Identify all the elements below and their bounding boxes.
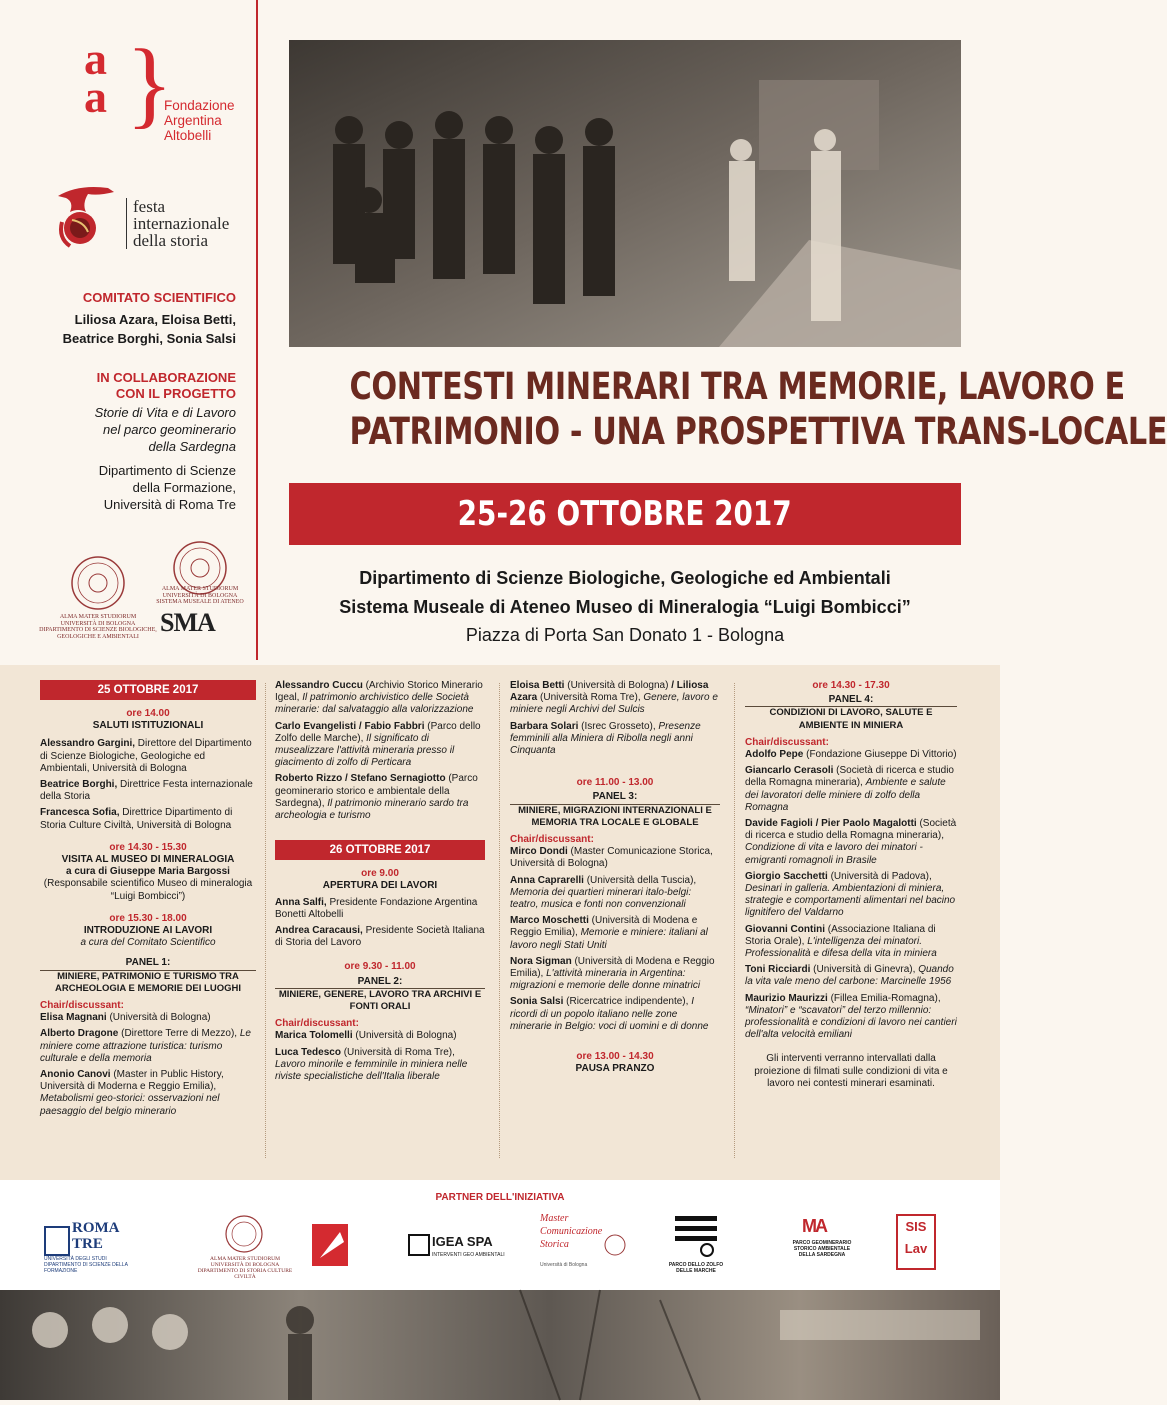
speaker-entry: Maurizio Maurizzi (Fillea Emilia-Romagna), “Minatori” e “scavatori” del terzo millennio: professionalità e condizioni di lavoro nei cantieri dell'alta velocità emiliani (745, 992, 957, 1041)
panel-title: MINIERE, GENERE, LAVORO TRA ARCHIVI E FONTI ORALI (278, 988, 482, 1013)
sma-logo: SMA (160, 608, 215, 637)
day-header: 26 OTTOBRE 2017 (275, 840, 485, 860)
session-curator: a cura di Giuseppe Maria Bargossi (66, 866, 230, 878)
session-curator: a cura del Comitato Scientifico (80, 937, 216, 949)
panel-title: MINIERE, MIGRAZIONI INTERNAZIONALI E MEMORIA TRA LOCALE E GLOBALE (518, 804, 712, 828)
chair-entry: Marica Tolomelli (Università di Bologna) (275, 1030, 457, 1042)
partners-title: PARTNER DELL'INIZIATIVA (435, 1192, 565, 1203)
session-time: ore 14.30 - 17.30 (812, 680, 890, 691)
program-column-2 (275, 680, 485, 1087)
left-column (0, 0, 258, 660)
main-title: CONTESTI MINERARI TRA MEMORIE, LAVORO E PATRIMONIO - UNA PROSPETTIVA TRANS-LOCALE (349, 365, 1167, 453)
historic-photos-image (0, 1290, 1000, 1400)
session-title: INTRODUZIONE AI LAVORI (83, 925, 213, 937)
panel-label: PANEL 1: (40, 957, 256, 970)
session-note: (Responsabile scientifico Museo di mineralogia “Luigi Bombicci”) (43, 878, 253, 902)
festa-dragon-icon (48, 182, 118, 252)
speaker-entry: Beatrice Borghi, Direttrice Festa internazionale della Storia (40, 779, 253, 803)
session-time: ore 11.00 - 13.00 (576, 777, 654, 789)
speaker-entry: Anna Salfi, Presidente Fondazione Argentina Bonetti Altobelli (275, 896, 478, 920)
unibo-storia-logo: ALMA MATER STUDIORUM UNIVERSITÀ DI BOLOGNA DIPARTIMENTO DI STORIA CULTURE CIVILTÀ (190, 1212, 300, 1278)
closing-note: Gli interventi verranno intervallati dalla proiezione di filmati sulle condizioni di vita e lavoro nei contesti minerari esaminati. (754, 1053, 948, 1089)
speaker-entry: Alessandro Gargini, Direttore del Dipartimento di Scienze Biologiche, Geologiche ed Ambientali, Università di Bologna (40, 738, 252, 774)
chair-entry: Mirco Dondi (Master Comunicazione Storica, Università di Bologna) (510, 846, 713, 870)
seal1-caption: ALMA MATER STUDIORUM UNIVERSITÀ DI BOLOGNA DIPARTIMENTO DI SCIENZE BIOLOGICHE, GEOLOGICHE E AMBIENTALI (39, 614, 157, 640)
bottom-photo-strip (0, 1290, 1000, 1400)
day-header: 25 OTTOBRE 2017 (40, 680, 256, 700)
speaker-entry: Roberto Rizzo / Stefano Sernagiotto (Parco geominerario storico e ambientale della Sardegna), Il patrimonio minerario sardo tra archeologia e turismo (275, 773, 478, 822)
partners-section (0, 1180, 1000, 1290)
chair-label: Chair/discussant: (510, 834, 594, 846)
parco-zolfo-logo: PARCO DELLO ZOLFO DELLE MARCHE (666, 1212, 726, 1278)
program-column-3 (510, 680, 720, 1075)
comitato-names: Liliosa Azara, Eloisa Betti, Beatrice Borghi, Sonia Salsi (62, 312, 236, 346)
parco-sardegna-logo: MA PARCO GEOMINERARIO STORICO AMBIENTALE DELLA SARDEGNA (792, 1216, 852, 1258)
session-time: ore 14.00 (126, 708, 170, 719)
roma-tre-mark-icon (44, 1226, 70, 1256)
session-title: APERTURA DEI LAVORI (322, 880, 438, 892)
chair-label: Chair/discussant: (745, 736, 829, 748)
column-divider (734, 683, 736, 1158)
chair-label: Chair/discussant: (40, 1000, 124, 1012)
unibo-seal-icon (224, 1214, 264, 1254)
roma-tre-logo: ROMA TRE UNIVERSITÀ DEGLI STUDI DIPARTIMENTO DI SCIENZE DELLA FORMAZIONE (44, 1220, 128, 1274)
speaker-entry: Francesca Sofia, Direttrice Dipartimento di Storia Culture Civiltà, Università di Bologna (40, 807, 233, 831)
program-section (0, 665, 1000, 1180)
speaker-entry: Eloisa Betti (Università di Bologna) / Liliosa Azara (Università Roma Tre), Genere, lavoro e miniere negli Archivi del Sulcis (510, 680, 718, 716)
speaker-entry: Anna Caprarelli (Università della Tuscia), Memoria dei quartieri minerari italo-belgi: teatro, musica e fonti non convenzionali (510, 874, 697, 911)
chair-label: Chair/discussant: (275, 1018, 359, 1030)
miners-photo (289, 40, 961, 347)
program-column-1 (40, 680, 256, 1122)
speaker-entry: Anonio Canovi (Master in Public History, Università di Moderna e Reggio Emilia), Metabolismi geo-storici: osservazioni nel paesaggio del belgio minerario (40, 1069, 224, 1117)
parco-zolfo-icon (671, 1212, 721, 1258)
igea-logo: IGEA SPA INTERVENTI GEO AMBIENTALI (408, 1212, 508, 1278)
session-time: ore 9.30 - 11.00 (344, 961, 416, 973)
speaker-entry: Nora Sigman (Università di Modena e Reggio Emilia), L'attività mineraria in Argentina: migrazioni e memorie delle donne minatrici (510, 955, 715, 992)
master-seal-icon (604, 1234, 626, 1256)
speaker-entry: Alessandro Cuccu (Archivio Storico Minerario Igeal, Il patrimonio archivistico delle Società minerarie: dal salvataggio alla valorizzazione (275, 680, 483, 716)
session-time: ore 13.00 - 14.30 (576, 1051, 654, 1063)
session-title: PAUSA PRANZO (575, 1063, 655, 1075)
speaker-entry: Carlo Evangelisti / Fabio Fabbri (Parco dello Zolfo delle Marche), Il significato di musealizzare l'attività mineraria presso il giacimento di zolfo di Perticara (275, 720, 481, 769)
venue-address: Piazza di Porta San Donato 1 - Bologna (465, 625, 785, 645)
speaker-entry: Alberto Dragone (Direttore Terre di Mezzo), Le miniere come attrazione turistica: turismo culturale e della memoria (40, 1028, 251, 1064)
master-comunicazione-logo: Master Comunicazione Storica Università di Bologna (540, 1212, 630, 1278)
festa-logo (48, 178, 248, 258)
column-divider (499, 683, 501, 1158)
venue-department: Dipartimento di Scienze Biologiche, Geologiche ed Ambientali (359, 568, 891, 588)
fondazione-logo (84, 30, 244, 150)
red-partner-logo-icon (310, 1212, 350, 1278)
program-column-4 (745, 680, 957, 1090)
speaker-entry: Giovanni Contini (Associazione Italiana di Storia Orale), L'intelligenza dei minatori. Professionalità e difesa della vita in miniera (745, 923, 937, 960)
collab-department: Dipartimento di Scienze della Formazione, Università di Roma Tre (98, 463, 236, 512)
session-title: SALUTI ISTITUZIONALI (92, 720, 204, 732)
speaker-entry: Andrea Caracausi, Presidente Società Italiana di Storia del Lavoro (275, 925, 485, 949)
panel-label: PANEL 3: (510, 791, 720, 804)
brace-icon: } (126, 30, 174, 138)
venue-museum: Sistema Museale di Ateneo Museo di Mineralogia “Luigi Bombicci” (339, 597, 911, 617)
panel-title: MINIERE, PATRIMONIO E TURISMO TRA ARCHEOLOGIA E MEMORIE DEI LUOGHI (55, 970, 241, 994)
chair-entry: Adolfo Pepe (Fondazione Giuseppe Di Vittorio) (745, 749, 957, 761)
igea-mark-icon (408, 1234, 430, 1256)
speaker-entry: Toni Ricciardi (Università di Ginevra), Quando la vita vale meno del carbone: Marcinelle 1956 (745, 964, 954, 988)
miners-photo-image (289, 40, 961, 347)
session-time: ore 15.30 - 18.00 (109, 912, 187, 924)
sislav-logo: SIS Lav (896, 1212, 936, 1278)
speaker-entry: Sonia Salsi (Ricercatrice indipendente), I ricordi di un popolo italiano nelle zone minerarie in Belgio: voci di uomini e di donne (510, 996, 709, 1032)
date-banner: 25-26 OTTOBRE 2017 (289, 483, 961, 545)
aa-logo-letters: a a (84, 33, 107, 122)
unibo-seal-icon (70, 555, 126, 611)
parco-sardegna-mark-icon: MA (802, 1216, 826, 1236)
chair-entry: Elisa Magnani (Università di Bologna) (40, 1012, 211, 1024)
seal2-caption: ALMA MATER STUDIORUM UNIVERSITÀ DI BOLOGNA SISTEMA MUSEALE DI ATENEO (156, 586, 244, 605)
header-section (0, 0, 1167, 665)
speaker-entry: Barbara Solari (Isrec Grosseto), Presenze femminili alla Miniera di Ribolla negli anni Cinquanta (510, 720, 701, 757)
panel-label: PANEL 4: (745, 694, 957, 707)
panel-title: CONDIZIONI DI LAVORO, SALUTE E AMBIENTE IN MINIERA (769, 707, 933, 731)
fondazione-name: Fondazione Argentina Altobelli (164, 98, 235, 143)
column-divider (265, 683, 267, 1158)
session-time: ore 14.30 - 15.30 (109, 841, 187, 853)
panel-label: PANEL 2: (275, 976, 485, 989)
speaker-entry: Davide Fagioli / Pier Paolo Magalotti (Società di ricerca e studio della Romagna mineraria), Condizione di vita e lavoro dei minatori - emigranti romagnoli in Brasile (745, 818, 957, 866)
collab-title: IN COLLABORAZIONE CON IL PROGETTO (96, 370, 236, 401)
festa-name: festa internazionale della storia (126, 198, 229, 249)
speaker-entry: Luca Tedesco (Università di Roma Tre), Lavoro minorile e femminile in miniera nelle riviste specialistiche dell'Italia liberale (275, 1046, 468, 1083)
speaker-entry: Giancarlo Cerasoli (Società di ricerca e studio della Romagna mineraria), Ambiente e salute dei lavoratori delle miniere di zolfo della Romagna (745, 765, 954, 813)
session-time: ore 9.00 (361, 868, 399, 880)
speaker-entry: Giorgio Sacchetti (Università di Padova), Desinari in galleria. Ambientazioni di miniera, strategie e comportamenti alimentari nel bacino lignitifero del Valdarno (745, 870, 956, 919)
speaker-entry: Marco Moschetti (Università di Modena e Reggio Emilia), Memorie e miniere: italiani al lavoro negli Stati Uniti (510, 915, 708, 951)
session-title: VISITA AL MUSEO DI MINERALOGIA (61, 854, 235, 866)
comitato-title: COMITATO SCIENTIFICO (82, 290, 236, 305)
collab-project: Storie di Vita e di Lavoro nel parco geominerario della Sardegna (94, 405, 236, 454)
